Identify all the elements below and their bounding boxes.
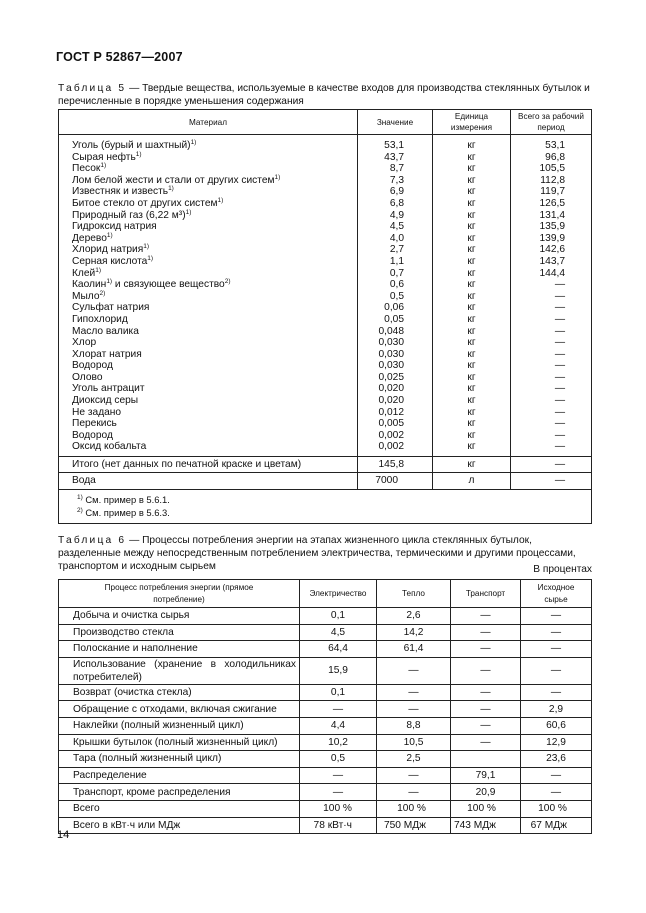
- table-cell: кг: [433, 360, 511, 372]
- table-row: [59, 302, 592, 314]
- table-row: [59, 360, 592, 372]
- table-cell: Сульфат натрия: [59, 302, 358, 314]
- table-cell: 4,5: [358, 221, 433, 233]
- table-cell: —: [300, 784, 377, 801]
- table-cell: —: [377, 784, 451, 801]
- table-cell: —: [511, 457, 592, 473]
- table-row: [59, 326, 592, 338]
- table-cell: 8,7: [358, 163, 433, 175]
- footnotes-cell: [59, 490, 592, 524]
- table-cell: —: [511, 291, 592, 303]
- table-cell: кг: [433, 198, 511, 210]
- table-cell: кг: [433, 279, 511, 291]
- table-cell: —: [521, 784, 592, 801]
- table-cell: 750 МДж: [377, 817, 451, 834]
- table-cell: Хлор: [59, 337, 358, 349]
- table6-body: [59, 608, 592, 834]
- table-cell: —: [511, 279, 592, 291]
- table-row: [59, 198, 592, 210]
- table-row: [59, 175, 592, 187]
- table-cell: 119,7: [511, 186, 592, 198]
- table-cell: —: [511, 372, 592, 384]
- table-cell: Клей$^{1)}$: [59, 268, 358, 280]
- table-cell: —: [451, 701, 521, 718]
- table-cell: Крышки бутылок (полный жизненный цикл): [59, 734, 300, 751]
- table-cell: Использование (хранение в холодильниках потребителей): [59, 657, 300, 684]
- table-row: [59, 135, 592, 152]
- table5-body: [59, 135, 592, 457]
- table-cell: —: [521, 624, 592, 641]
- table-cell: кг: [433, 256, 511, 268]
- table-cell: 0,012: [358, 407, 433, 419]
- table-cell: Уголь (бурый и шахтный)$^{1)}$: [59, 135, 358, 152]
- table-cell: —: [377, 701, 451, 718]
- table-cell: 0,025: [358, 372, 433, 384]
- table-cell: 0,030: [358, 360, 433, 372]
- table-cell: 0,06: [358, 302, 433, 314]
- table-cell: —: [377, 684, 451, 701]
- table5-col-total: Всего за рабочий период: [511, 110, 592, 135]
- table-cell: Оксид кобальта: [59, 441, 358, 456]
- table-cell: —: [521, 657, 592, 684]
- table-cell: Уголь антрацит: [59, 383, 358, 395]
- table-cell: кг: [433, 210, 511, 222]
- table-cell: Итого (нет данных по печатной краске и цветам): [59, 457, 358, 473]
- table-cell: Серная кислота$^{1)}$: [59, 256, 358, 268]
- table-cell: 145,8: [358, 457, 433, 473]
- table-cell: 61,4: [377, 641, 451, 658]
- table-cell: —: [511, 383, 592, 395]
- table-cell: —: [511, 314, 592, 326]
- table-row: [59, 751, 592, 768]
- table-cell: Всего: [59, 800, 300, 817]
- table-cell: —: [451, 717, 521, 734]
- table-cell: Водород: [59, 430, 358, 442]
- table-cell: Лом белой жести и стали от других систем$^{1)}$: [59, 175, 358, 187]
- table-cell: кг: [433, 430, 511, 442]
- table-cell: Природный газ (6,22 м³)$^{1)}$: [59, 210, 358, 222]
- table-cell: Дерево$^{1)}$: [59, 233, 358, 245]
- table-cell: 43,7: [358, 152, 433, 164]
- table-cell: —: [511, 326, 592, 338]
- table-cell: —: [521, 684, 592, 701]
- table-cell: Хлорат натрия: [59, 349, 358, 361]
- table-cell: 4,0: [358, 233, 433, 245]
- table-cell: —: [511, 395, 592, 407]
- table-cell: Вода: [59, 473, 358, 490]
- table-cell: 100 %: [377, 800, 451, 817]
- table-cell: Транспорт, кроме распределения: [59, 784, 300, 801]
- table-cell: 53,1: [511, 135, 592, 152]
- table5-header-row: [59, 110, 592, 135]
- table6-unit-note: В процентах: [533, 564, 592, 575]
- table-row: [59, 767, 592, 784]
- table-cell: —: [451, 641, 521, 658]
- table-cell: Гидроксид натрия: [59, 221, 358, 233]
- table-cell: 143,7: [511, 256, 592, 268]
- table-row: [59, 407, 592, 419]
- table6-col-transport: Транспорт: [451, 580, 521, 608]
- table-cell: 100 %: [300, 800, 377, 817]
- table5: [58, 109, 592, 524]
- table5-footnotes: [59, 490, 592, 524]
- table-cell: —: [451, 657, 521, 684]
- table-cell: —: [300, 701, 377, 718]
- table-cell: 100 %: [451, 800, 521, 817]
- table-cell: 135,9: [511, 221, 592, 233]
- table-cell: кг: [433, 457, 511, 473]
- table5-col-value: Значение: [358, 110, 433, 135]
- document-header: ГОСТ Р 52867—2007: [56, 50, 183, 64]
- table-cell: кг: [433, 152, 511, 164]
- table-cell: 7,3: [358, 175, 433, 187]
- table-cell: 126,5: [511, 198, 592, 210]
- table6-label: Таблица 6: [58, 535, 127, 546]
- table-row: [59, 441, 592, 456]
- table-row: [59, 734, 592, 751]
- table-cell: —: [511, 430, 592, 442]
- table-cell: кг: [433, 372, 511, 384]
- table-row: [59, 418, 592, 430]
- table-row: [59, 430, 592, 442]
- table-cell: 12,9: [521, 734, 592, 751]
- table-cell: Битое стекло от других систем$^{1)}$: [59, 198, 358, 210]
- table5-water-row: [59, 473, 592, 490]
- table-row: [59, 291, 592, 303]
- table6-caption-text: — Процессы потребления энергии на этапах жизненного цикла стеклянных бутылок, разделенные между непосредственным потреблением электричества, термическими и другими процессами, транспортом и исходным сырьем: [58, 535, 576, 572]
- table-cell: кг: [433, 383, 511, 395]
- table-cell: —: [377, 767, 451, 784]
- table-row: [59, 800, 592, 817]
- table-row: [59, 268, 592, 280]
- table5-caption-text: — Твердые вещества, используемые в качестве входов для производства стеклянных бутылок и перечисленные в порядке уменьшения содержания: [58, 83, 590, 107]
- table-row: [59, 349, 592, 361]
- table-row: [59, 641, 592, 658]
- table-cell: Обращение с отходами, включая сжигание: [59, 701, 300, 718]
- table-cell: кг: [433, 233, 511, 245]
- table-cell: 0,020: [358, 383, 433, 395]
- table-cell: 1,1: [358, 256, 433, 268]
- table-cell: Возврат (очистка стекла): [59, 684, 300, 701]
- table-cell: Каолин$^{1)}$ и связующее вещество$^{2)}$: [59, 279, 358, 291]
- table-cell: кг: [433, 418, 511, 430]
- table-cell: 7000: [358, 473, 433, 490]
- table6-col-heat: Тепло: [377, 580, 451, 608]
- table-cell: Олово: [59, 372, 358, 384]
- table-cell: кг: [433, 349, 511, 361]
- table-row: [59, 383, 592, 395]
- table-row: [59, 817, 592, 834]
- table-cell: 142,6: [511, 244, 592, 256]
- table-cell: Перекись: [59, 418, 358, 430]
- table-cell: Всего в кВт·ч или МДж: [59, 817, 300, 834]
- table-cell: Не задано: [59, 407, 358, 419]
- table6-caption: [58, 534, 594, 573]
- table-row: [59, 314, 592, 326]
- table-cell: Сырая нефть$^{1)}$: [59, 152, 358, 164]
- table-cell: —: [377, 657, 451, 684]
- table-cell: Добыча и очистка сырья: [59, 608, 300, 625]
- table-cell: кг: [433, 175, 511, 187]
- table-cell: 0,048: [358, 326, 433, 338]
- table-cell: Диоксид серы: [59, 395, 358, 407]
- table-row: [59, 279, 592, 291]
- table-row: [59, 221, 592, 233]
- table-cell: —: [511, 302, 592, 314]
- table5-col-unit: Единица измерения: [433, 110, 511, 135]
- table-cell: 112,8: [511, 175, 592, 187]
- table-cell: л: [433, 473, 511, 490]
- table-cell: 23,6: [521, 751, 592, 768]
- table-row: [59, 244, 592, 256]
- table-cell: 0,030: [358, 337, 433, 349]
- table-cell: 0,6: [358, 279, 433, 291]
- table-cell: —: [511, 473, 592, 490]
- table-cell: 78 кВт·ч: [300, 817, 377, 834]
- table-cell: —: [521, 641, 592, 658]
- table-cell: 6,8: [358, 198, 433, 210]
- table-cell: 10,5: [377, 734, 451, 751]
- table-cell: Песок$^{1)}$: [59, 163, 358, 175]
- table-cell: кг: [433, 163, 511, 175]
- table-cell: —: [511, 360, 592, 372]
- table-cell: 0,1: [300, 684, 377, 701]
- table-row: [59, 608, 592, 625]
- table-cell: 79,1: [451, 767, 521, 784]
- table-cell: кг: [433, 314, 511, 326]
- table6-col-electricity: Электричество: [300, 580, 377, 608]
- table-cell: Полоскание и наполнение: [59, 641, 300, 658]
- table-cell: 0,005: [358, 418, 433, 430]
- table-cell: 100 %: [521, 800, 592, 817]
- table-cell: —: [511, 337, 592, 349]
- table-cell: 0,020: [358, 395, 433, 407]
- table-cell: [451, 751, 521, 768]
- table-row: [59, 701, 592, 718]
- table-cell: кг: [433, 407, 511, 419]
- table-cell: Гипохлорид: [59, 314, 358, 326]
- table-cell: 2,7: [358, 244, 433, 256]
- table-cell: 105,5: [511, 163, 592, 175]
- table6-col-raw: Исходное сырье: [521, 580, 592, 608]
- table-cell: —: [511, 349, 592, 361]
- table-cell: кг: [433, 326, 511, 338]
- table-cell: кг: [433, 441, 511, 456]
- table-cell: 10,2: [300, 734, 377, 751]
- footnote: $^{2)}$ См. пример в 5.6.3.: [77, 507, 170, 519]
- table-cell: 67 МДж: [521, 817, 592, 834]
- table-cell: 0,1: [300, 608, 377, 625]
- table-cell: Известняк и известь$^{1)}$: [59, 186, 358, 198]
- table-cell: Распределение: [59, 767, 300, 784]
- table-cell: 131,4: [511, 210, 592, 222]
- table-row: [59, 163, 592, 175]
- table-cell: —: [511, 418, 592, 430]
- table5-summary-row: [59, 457, 592, 473]
- table-cell: Тара (полный жизненный цикл): [59, 751, 300, 768]
- table-row: [59, 624, 592, 641]
- table-row: [59, 684, 592, 701]
- page-number: 14: [57, 829, 70, 841]
- table-cell: 144,4: [511, 268, 592, 280]
- table6-header-row: [59, 580, 592, 608]
- table-row: [59, 784, 592, 801]
- footnote: $^{1)}$ См. пример в 5.6.1.: [77, 494, 170, 506]
- table-cell: —: [511, 441, 592, 456]
- table-cell: кг: [433, 186, 511, 198]
- table-row: [59, 372, 592, 384]
- table6-col-process: Процесс потребления энергии (прямое потребление): [59, 580, 300, 608]
- table-cell: —: [511, 407, 592, 419]
- table-row: [59, 152, 592, 164]
- table-cell: 0,7: [358, 268, 433, 280]
- table-cell: кг: [433, 135, 511, 152]
- table-cell: 60,6: [521, 717, 592, 734]
- table-row: [59, 657, 592, 684]
- table-cell: 0,002: [358, 441, 433, 456]
- table-cell: —: [451, 608, 521, 625]
- table-cell: 4,5: [300, 624, 377, 641]
- table-cell: 96,8: [511, 152, 592, 164]
- table-cell: Водород: [59, 360, 358, 372]
- table6: [58, 579, 592, 834]
- table-cell: кг: [433, 244, 511, 256]
- table-row: [59, 186, 592, 198]
- table-cell: кг: [433, 302, 511, 314]
- table-cell: Масло валика: [59, 326, 358, 338]
- table-cell: 0,5: [300, 751, 377, 768]
- table-cell: 8,8: [377, 717, 451, 734]
- table-cell: 0,030: [358, 349, 433, 361]
- table-cell: кг: [433, 221, 511, 233]
- table-cell: 53,1: [358, 135, 433, 152]
- table-cell: 139,9: [511, 233, 592, 245]
- table5-caption: [58, 82, 594, 108]
- table-cell: —: [521, 767, 592, 784]
- table-row: [59, 395, 592, 407]
- table-cell: 4,9: [358, 210, 433, 222]
- table-row: [59, 256, 592, 268]
- table-row: [59, 210, 592, 222]
- table-cell: —: [451, 734, 521, 751]
- table-row: [59, 717, 592, 734]
- table-cell: кг: [433, 395, 511, 407]
- table-cell: —: [521, 608, 592, 625]
- table-cell: 15,9: [300, 657, 377, 684]
- table-cell: 14,2: [377, 624, 451, 641]
- table-cell: кг: [433, 337, 511, 349]
- table-cell: 20,9: [451, 784, 521, 801]
- table-cell: 0,5: [358, 291, 433, 303]
- table-cell: 64,4: [300, 641, 377, 658]
- table-cell: Производство стекла: [59, 624, 300, 641]
- table-row: [59, 337, 592, 349]
- table-cell: 2,6: [377, 608, 451, 625]
- table-cell: 2,9: [521, 701, 592, 718]
- table-cell: 0,002: [358, 430, 433, 442]
- table-cell: кг: [433, 268, 511, 280]
- table-cell: Хлорид натрия$^{1)}$: [59, 244, 358, 256]
- table-cell: —: [451, 684, 521, 701]
- table-cell: кг: [433, 291, 511, 303]
- table-cell: Наклейки (полный жизненный цикл): [59, 717, 300, 734]
- table-cell: 0,05: [358, 314, 433, 326]
- table-cell: Мыло$^{2)}$: [59, 291, 358, 303]
- table-row: [59, 233, 592, 245]
- table-cell: 6,9: [358, 186, 433, 198]
- table-cell: 4,4: [300, 717, 377, 734]
- table-cell: 743 МДж: [451, 817, 521, 834]
- table-cell: 2,5: [377, 751, 451, 768]
- table5-col-material: Материал: [59, 110, 358, 135]
- table5-label: Таблица 5: [58, 83, 127, 94]
- table-cell: —: [300, 767, 377, 784]
- table-cell: —: [451, 624, 521, 641]
